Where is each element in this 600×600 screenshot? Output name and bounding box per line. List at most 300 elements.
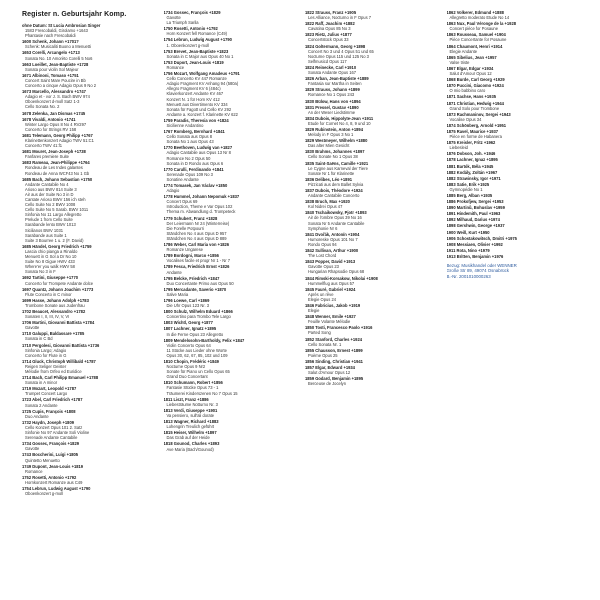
register-column-1 xyxy=(22,10,154,594)
register-entry xyxy=(305,188,437,198)
register-entry xyxy=(164,320,296,325)
composer-line: 1813 Wagner, Richard +1883 xyxy=(163,419,219,425)
register-entry xyxy=(164,183,296,193)
composer-line: 1818 Gounod, Charles +1893 xyxy=(163,441,220,447)
composer-line: 1809 Mendelssohn-Bartholdy, Felix +1847 xyxy=(163,337,245,343)
work-line: Menuett aus Divertimento KV 334 xyxy=(166,101,228,107)
register-entry xyxy=(447,32,579,42)
work-line: Lascia chio pianga a Rinaldo xyxy=(25,248,78,254)
register-entry xyxy=(447,211,579,216)
composer-line: 1822 Strauss, Franz +1905 xyxy=(305,10,357,15)
register-entry xyxy=(305,149,437,159)
work-line: Sonata No 3 in F xyxy=(25,269,56,275)
register-entry xyxy=(305,376,437,386)
composer-line: 1829 Westmeyer, Wilhelm +1880 xyxy=(305,138,368,144)
composer-line: 1710 Pergolesi, Giovanni Battista +1736 xyxy=(22,342,100,348)
work-line: Arioso aus BWV 814 Suite 3 xyxy=(25,186,77,192)
register-entry xyxy=(164,419,296,429)
composer-line: 1753 Duport, Jean-Louis +1819 xyxy=(163,59,224,65)
register-entry xyxy=(22,50,154,60)
work-line: Concertino para Trombo Tele Largo xyxy=(166,314,231,320)
work-line: Thema m. Abwandlung d. Trompeteck xyxy=(166,209,236,215)
work-line: Kol Nidrei Opus 47 xyxy=(308,204,343,210)
composer-line: 1692 Tartini, Giuseppe +1770 xyxy=(22,275,79,281)
work-line: Allegro Fragment KV 6 (484c) xyxy=(166,86,221,92)
composer-line: 1863 Rousseau, Samuel +1904 xyxy=(446,32,506,38)
register-entry xyxy=(164,253,296,263)
register-entry xyxy=(447,254,579,259)
work-line: Elegie Opus 24 xyxy=(308,296,336,302)
work-line: Rondeau de Les Indes galantes xyxy=(25,165,83,171)
work-line: Sonata in A minor xyxy=(25,380,58,386)
work-line: Vocalise Opus 34 xyxy=(449,116,482,122)
composer-line: 1829 Rubinstein, Anton +1894 xyxy=(305,126,363,132)
work-line: Träumerei Kinderszenen No 7 Opus 15 xyxy=(166,390,238,396)
register-entry xyxy=(447,151,579,156)
work-line: Sonata Nr 5 Andante Cantabile xyxy=(308,220,365,226)
work-line: Gavotte Opus 23 xyxy=(308,264,339,270)
register-entry xyxy=(447,157,579,162)
work-line: The Lost Chord xyxy=(308,253,337,259)
register-entry xyxy=(305,365,437,375)
composer-line: 1841 Dvořák, Antonín +1904 xyxy=(305,231,360,237)
composer-line: 1856 Sinding, Christian +1941 xyxy=(305,358,363,364)
work-line: Sarabande aus Suite 1 xyxy=(25,232,67,238)
composer-line: 1678 Vivaldi, Antonio +1741 xyxy=(22,116,76,122)
work-line: Salve Maria xyxy=(166,291,189,297)
composer-line: 1815 Heiser, Wilhelm +1897 xyxy=(163,430,217,436)
work-line: Pizzicati aus dem Ballet Sylvia xyxy=(308,181,364,187)
composer-line: 1714 Bach, Carl Philipp Emanuel +1788 xyxy=(22,375,99,381)
work-line: Concerto TWV 41:f1 xyxy=(25,143,63,149)
register-entry xyxy=(22,409,154,419)
register-entry xyxy=(164,216,296,241)
register-entry xyxy=(164,129,296,144)
work-line: Oboenkonzert d-moll Satz 1-3 xyxy=(25,99,80,105)
register-entry xyxy=(164,338,296,358)
work-line: Romance No 2 Opus 50 xyxy=(166,155,211,161)
register-entry xyxy=(305,44,437,64)
composer-line: 1813 Verdi, Giuseppe +1901 xyxy=(163,407,218,413)
work-line: Cello Sonata aus Opus 8 xyxy=(166,134,213,140)
composer-line: 1846 Fabricius, Jakob +1919 xyxy=(305,302,361,308)
work-line: Serenade Opus 109 No 3 xyxy=(166,171,213,177)
work-line: Fanfares premiere Suite xyxy=(25,154,69,160)
register-entry xyxy=(447,248,579,253)
work-line: Concert No 3 und 4 Opus 51 und 65 xyxy=(308,48,374,54)
register-entry xyxy=(164,408,296,418)
composer-line: 1734 Gossec, François +1829 xyxy=(163,10,221,15)
work-line: Romanze Ungarese xyxy=(166,247,203,253)
composer-line: 1875 Ravel, Maurice +1937 xyxy=(446,128,499,134)
work-line: Nocturne Opus 115 und 125 No 3 xyxy=(308,53,369,59)
work-line: Allegretto moderato Etude No 14 xyxy=(449,15,510,21)
composer-line: 1883 Satie, Erik +1925 xyxy=(446,181,490,187)
register-column-2 xyxy=(164,10,296,594)
register-entry xyxy=(447,55,579,65)
register-entry xyxy=(447,10,579,20)
composer-line: 1756 Mozart, Wolfgang Amadeus +1791 xyxy=(163,71,240,77)
composer-line: 1719 Mozart, Leopold +1787 xyxy=(22,386,77,392)
work-line: Horn Konzert fell Romance (C49) xyxy=(166,31,228,37)
register-entry xyxy=(164,359,296,379)
register-entry xyxy=(305,161,437,176)
register-entry xyxy=(305,276,437,286)
register-entry xyxy=(164,242,296,252)
composer-line: 1796 Loewe, Carl +1869 xyxy=(163,297,210,303)
composer-line: 1830 Brahms, Johannes +1897 xyxy=(305,149,365,155)
register-entry xyxy=(305,248,437,258)
register-entry xyxy=(164,145,296,165)
composer-line: 1767 Romberg, Bernhard +1841 xyxy=(163,129,225,135)
work-line: Humoreske Opus 101 No 7 xyxy=(308,236,358,242)
composer-line: 1653 Corelli, Arcangelo +1713 xyxy=(22,50,80,56)
composer-line: 1725 Cupis, François +1808 xyxy=(22,408,76,414)
register-entry xyxy=(22,89,154,109)
composer-line: 1882 Kodály, Zoltán +1967 xyxy=(446,169,498,175)
composer-line: 1892 Milhaud, Darius +1974 xyxy=(446,217,500,223)
register-entry xyxy=(164,441,296,451)
register-entry xyxy=(22,320,154,330)
work-line: Elegie xyxy=(308,308,320,314)
composer-line: 1913 Britten, Benjamin +1976 xyxy=(446,253,504,259)
register-entry xyxy=(22,475,154,485)
work-line: Gavotte xyxy=(25,446,40,452)
register-entry xyxy=(22,62,154,72)
register-entry xyxy=(164,326,296,336)
composer-line: 1831 Pressel, Gustav +1890 xyxy=(305,104,359,110)
work-line: Klarinettenkonzert Adagio TWV 51:C1 xyxy=(25,137,94,143)
register-entry xyxy=(447,242,579,247)
register-entry xyxy=(164,380,296,395)
register-entry xyxy=(447,199,579,204)
register-entry xyxy=(22,331,154,341)
composer-line: 1829 Strauss, Johann +1899 xyxy=(305,87,360,93)
work-line: Concert Saint Mare Poucire in Bb xyxy=(25,77,86,83)
work-line: Die Uhr Opus 123 Nr. 3 xyxy=(166,303,210,309)
work-line: Elegie Andante xyxy=(449,48,478,54)
composer-line: 1673 Marcello, Alessandro +1747 xyxy=(22,89,86,95)
composer-line: ohne Datum: St Lucia Ambrosian Singer xyxy=(22,23,101,28)
composer-line: 1697 Quantz, Johann Joachim +1773 xyxy=(22,286,94,292)
composer-line: 1710 Galuppi, Baldassare +1785 xyxy=(22,331,85,337)
register-entry xyxy=(447,66,579,76)
composer-line: 1823 Rietz, Julius +1877 xyxy=(305,32,352,38)
work-line: Schenk: Musicaliti Buono a Menuetti xyxy=(25,44,91,50)
composer-line: 1891 Hindemith, Paul +1963 xyxy=(446,211,501,217)
work-line: Liebesleid xyxy=(449,145,468,151)
composer-line: 1900 Weill, Kurt +1950 xyxy=(446,229,490,235)
register-entry xyxy=(164,60,296,70)
register-title: Register n. Geburtsjahr Komp. xyxy=(22,11,127,18)
work-line: Sonata pour violin Sol Majeur xyxy=(25,66,79,72)
composer-line: 1871 Christian, Hedwig +1944 xyxy=(446,100,504,106)
register-entry xyxy=(305,116,437,126)
work-line: Trumpet Concert Largo xyxy=(25,391,68,397)
register-entry xyxy=(305,314,437,324)
register-entry xyxy=(447,77,579,82)
composer-line: 1865 Sibelius, Jean +1957 xyxy=(446,54,497,60)
work-line: Valse triste xyxy=(449,59,470,65)
register-entry xyxy=(22,298,154,308)
composer-line: 1840 Tschaikowsky, Pjotr +1893 xyxy=(305,210,367,216)
register-entry xyxy=(447,129,579,139)
register-entry xyxy=(164,287,296,297)
register-entry xyxy=(305,76,437,86)
register-entry xyxy=(447,223,579,228)
composer-line: 1837 Dubois, Théodore +1924 xyxy=(305,188,363,193)
register-entry xyxy=(22,160,154,175)
composer-line: 1886 Prokofjew, Sergei +1953 xyxy=(446,199,504,205)
work-line: O mio babbino caro xyxy=(449,88,486,94)
work-line: Concerto for Flute in G xyxy=(25,352,67,358)
register-entry xyxy=(305,303,437,313)
composer-line: 1834 Dubois, Hippolyte-Jean +1911 xyxy=(305,115,374,121)
composer-line: 1807 Lachner, Ignatz +1895 xyxy=(163,326,217,332)
work-line: Trombone Sonate aus Judenfrau xyxy=(25,302,85,308)
work-line: Konzert N. 1 für Horn KV 412 xyxy=(166,96,220,102)
work-line: In die Ferne Opus 23 Allegretto xyxy=(166,331,224,337)
composer-line: 1824 Goltermann, Georg +1898 xyxy=(305,43,366,49)
composer-line: 1850 Tosti, Francesco Paolo +1916 xyxy=(305,325,373,331)
register-entry xyxy=(447,44,579,54)
register-entry xyxy=(305,99,437,104)
register-entry xyxy=(164,118,296,128)
work-line: Sonata für Fagott und Cello KV 292 xyxy=(166,106,232,112)
composer-line: 1863 Nux, Paul Véronge de la +1928 xyxy=(446,21,517,27)
work-line: Concertstück Opus 33 xyxy=(308,37,349,43)
register-entry xyxy=(164,264,296,274)
composer-line: 1803 Wichtl, Georg +1877 xyxy=(163,320,213,326)
work-line: Selfmusicd Opus 117 xyxy=(308,58,347,64)
work-line: Sonata No 1 aus Opus 43 xyxy=(166,139,214,145)
register-entry xyxy=(305,287,437,302)
composer-line: 1699 Hasse, Johann Adolph +1783 xyxy=(22,297,89,303)
work-line: Sinfonie No 97 Andante Soli Violine xyxy=(25,430,90,436)
work-line: Salut d'Amour Opus 12 xyxy=(449,71,492,77)
work-line: Romance xyxy=(166,64,185,70)
work-line: Sicilianos BWV 1031 xyxy=(25,227,63,233)
register-entry xyxy=(22,149,154,159)
register-entry xyxy=(305,259,437,274)
work-line: Le Cygne aus Karneval der Tiere xyxy=(308,165,368,171)
work-line: Fantasia sur Martha in Seiten xyxy=(308,81,362,87)
work-line: Menuett in G Sol a Dr No 10 xyxy=(25,254,77,260)
composer-line: 1750 Rosetti, Antonio +1792 xyxy=(163,26,218,32)
work-line: Concerto for Strings RV 158 xyxy=(25,126,77,132)
register-entry xyxy=(305,348,437,358)
work-line: Concerto for Trompete Andante dolce xyxy=(25,280,94,286)
composer-line: 1786 Weber, Carl Maria von +1826 xyxy=(163,242,230,248)
composer-line: 1870 Puccini, Giacomo +1924 xyxy=(446,83,504,89)
work-line: Serenade Andante Cantabile xyxy=(25,435,78,441)
composer-line: 1778 Hummel, Johann Nepomuk +1837 xyxy=(163,194,240,200)
work-line: Ständchen No 4 aus Opus D 957 xyxy=(166,230,227,236)
work-line: Cantate Arioso BWV 156 ich steh xyxy=(25,197,86,202)
work-line: Phantasie nach Frescobaldi xyxy=(25,33,76,39)
work-line: Rondo Opus 94 xyxy=(308,241,337,247)
work-line: Andante Cantabile Concerto xyxy=(308,193,360,199)
work-line: Introduction, Theme e Var Opus 102 xyxy=(166,204,233,210)
work-line: Ständchen No 4 aus Opus D 889 xyxy=(166,235,227,241)
composer-line: 1789 Bordogni, Marco +1856 xyxy=(163,253,219,259)
composer-line: 1862 Volkerer, Edmund +1888 xyxy=(446,10,504,15)
register-entry xyxy=(164,71,296,117)
register-entry xyxy=(22,441,154,451)
composer-line: 1875 Kreisler, Fritz +1962 xyxy=(446,140,496,146)
work-line: Air de l'ombre Opus 39 No 16 xyxy=(308,215,362,221)
work-line: Das alter Mien Gesicht xyxy=(308,143,350,149)
composer-line: 1845 Fauré, Gabriel +1924 xyxy=(305,286,356,292)
work-line: Der Leiermann Nr 24 (Winterreise) xyxy=(166,220,230,226)
register-entry xyxy=(22,23,154,38)
register-entry xyxy=(164,397,296,407)
composer-line: 1753 Brevet, Jean-Baptiste +1823 xyxy=(163,48,229,54)
composer-line: 1835 Saint-Saëns, Camille +1921 xyxy=(305,160,369,166)
register-entry xyxy=(305,21,437,31)
work-line: Prelude 1 from Cello Suite xyxy=(25,217,73,223)
work-line: Pièce Concertante for Posaune xyxy=(449,37,507,43)
work-line: Adagio xyxy=(166,188,180,194)
register-entry xyxy=(447,94,579,99)
work-line: Gavotte xyxy=(166,15,181,21)
register-entry xyxy=(305,105,437,115)
composer-line: 1754 Lebrun, Ludwig August +1790 xyxy=(163,37,232,43)
register-entry xyxy=(447,193,579,198)
composer-line: 1779 Schubert, Franz +1828 xyxy=(163,215,218,221)
work-line: Rondeau de Anna WCF43 No 1 Gb xyxy=(25,170,90,176)
work-line: Cavatina Opus 85 No 3 xyxy=(308,26,351,32)
register-entry xyxy=(305,138,437,148)
work-line: Lohengrin Treulich geführt xyxy=(166,424,215,430)
work-line: Cello Sonate No 1 Opus 38 xyxy=(308,154,358,160)
work-line: Etude for Cornet No 4, 8, 9 und 10 xyxy=(308,120,371,126)
register-entry xyxy=(447,182,579,192)
composer-line: 1759 Paradis, Theresia von +1824 xyxy=(163,117,229,123)
work-line: Hornkonzert Romanze aus C49 xyxy=(25,479,83,485)
composer-line: 1774 Tomasek, Jan Václav +1850 xyxy=(163,183,228,188)
register-entry xyxy=(447,170,579,175)
composer-line: 1671 Albinoni, Tomaso +1751 xyxy=(22,72,79,78)
composer-line: 1881 Bartók, Béla +1945 xyxy=(446,163,494,169)
register-entry xyxy=(164,26,296,36)
composer-line: 1864 Chaumont, Henri +1914 xyxy=(446,43,503,49)
work-line: Cello Sonata No. 2 xyxy=(25,104,60,110)
work-line: Cello Suite No 2 BWV 1008 xyxy=(25,202,76,208)
work-line: Where'er you walk HWV 58 xyxy=(25,264,75,270)
order-info xyxy=(447,263,579,279)
work-line: Flute Concerto in C minor xyxy=(25,291,72,297)
register-entry xyxy=(164,430,296,440)
composer-line: 1811 Liszt, Franz +1886 xyxy=(163,396,209,402)
composer-line: 1663 Loeillet, Jean-Baptiste +1728 xyxy=(22,61,89,67)
work-line: Sonata in C Bd xyxy=(25,336,53,342)
composer-line: 1873 Rachmaninov, Sergei +1943 xyxy=(446,111,511,117)
register-entry xyxy=(447,205,579,210)
composer-line: 1600 Schenk, Johann +1701? xyxy=(22,39,79,45)
register-entry xyxy=(305,127,437,137)
register-entry xyxy=(305,359,437,364)
register-entry xyxy=(447,112,579,122)
work-line: Adagio et - vor J. S. Bach BWV 974 xyxy=(25,94,90,100)
work-line: Sonata 2 Andante xyxy=(25,402,58,408)
composer-line: 1890 Martinů, Bohuslav +1959 xyxy=(446,205,505,211)
work-line: Concert Opus 69 xyxy=(166,199,198,205)
work-line: Cello Sonata Nr. 1 xyxy=(308,341,342,347)
register-entry xyxy=(305,65,437,75)
register-entry xyxy=(447,101,579,111)
order-info-number: B.-Nr. 2001010000263 xyxy=(446,273,491,279)
work-line: 11 Stücke aus Lieder ohne Worte xyxy=(166,347,227,353)
composer-line: 1822 Raff, Joachim +1882 xyxy=(305,21,355,27)
work-line: Oboenkonzert g-moll xyxy=(25,491,63,497)
composer-line: 1826 Arban, Jean-Baptiste +1889 xyxy=(305,76,369,82)
register-column-3 xyxy=(305,10,437,594)
work-line: Andante Cantabile No 4 xyxy=(25,181,69,187)
work-line: Quintetto Menuetto xyxy=(25,457,60,463)
register-entry xyxy=(22,309,154,319)
work-line: Adagio Fragment KV Anhang 94 (580a) xyxy=(166,81,239,87)
composer-line: 1810 Chopin, Frédéric +1849 xyxy=(163,359,219,364)
work-line: Grand Solo pour Trombone xyxy=(449,105,500,111)
composer-line: 1702 Beaucet, Alessandro +1782 xyxy=(22,308,86,314)
register-entry xyxy=(447,176,579,181)
order-info-heading: Bezug: Musikhandel oder WENNER xyxy=(446,263,517,269)
composer-line: 1723 Abel, Carl Friedrich +1787 xyxy=(22,397,83,403)
work-line: Das Grab auf der Heide xyxy=(166,435,210,441)
composer-line: 1871 Sachse, Hans +1935 xyxy=(446,94,497,100)
composer-line: 1876 Dobson, Joh. +1946 xyxy=(446,151,496,157)
composer-line: 1681 Mouret, Jean-Joseph +1738 xyxy=(22,149,86,155)
work-line: Gavotte xyxy=(25,325,40,331)
work-line: Fantasie Stücke Opus 73 - 1 xyxy=(166,385,219,391)
work-line: Sonata Andante Opus 167 xyxy=(308,70,357,76)
work-line: Gymnopédie No 1 xyxy=(449,186,483,192)
work-line: Pièce en forme de Habanera xyxy=(449,134,502,140)
register-entry xyxy=(164,276,296,286)
work-line: Liebesträume Notturno Nr. 3 xyxy=(166,401,218,407)
work-line: Sonate Nr 1 für Klarinette xyxy=(308,170,355,176)
composer-line: 1908 Messiaen, Olivier +1992 xyxy=(446,241,503,247)
register-entry xyxy=(164,309,296,319)
composer-line: 1844 Rimski-Korsakow, Nikolai +1908 xyxy=(305,275,378,281)
work-line: Suite No 8 Gigue HWV 433 xyxy=(25,259,75,265)
work-line: Concerto a cinque Adagio Opus 9 No 2 xyxy=(25,83,97,89)
composer-line: 1868 Burde, Carl Georg +1929 xyxy=(446,77,505,83)
register-entry xyxy=(164,167,296,182)
work-line: Berceuse de Jocelyn xyxy=(308,381,347,387)
composer-line: 1749 Dupont, Jean-Louis +1819 xyxy=(22,463,84,469)
register-entry xyxy=(305,177,437,187)
register-entry xyxy=(447,21,579,31)
register-entry xyxy=(447,140,579,150)
register-entry xyxy=(22,177,154,243)
register-entry xyxy=(22,275,154,285)
composer-line: 1734 Gossec, François +1829 xyxy=(22,441,80,447)
composer-line: 1706 Martini, Giovanni Battista +1784 xyxy=(22,320,95,326)
register-entry xyxy=(447,83,579,93)
work-line: Feuille Volante Mélodie xyxy=(308,319,351,325)
work-line: Parted Song xyxy=(308,330,331,336)
work-line: Reigen Seliger Geister xyxy=(25,363,67,369)
composer-line: 1867 Elgar, Edgar +1934 xyxy=(446,65,494,71)
work-line: Andante a. Konzert f. Klarinette KV 622 xyxy=(166,111,238,117)
work-line: Klavierkonzert Andante KV 467 xyxy=(166,91,224,97)
work-line: 1. Oboenkonzert g-moll xyxy=(166,42,210,48)
register-entry xyxy=(164,49,296,59)
register-entry xyxy=(164,298,296,308)
work-line: Duo Andante xyxy=(25,413,49,419)
